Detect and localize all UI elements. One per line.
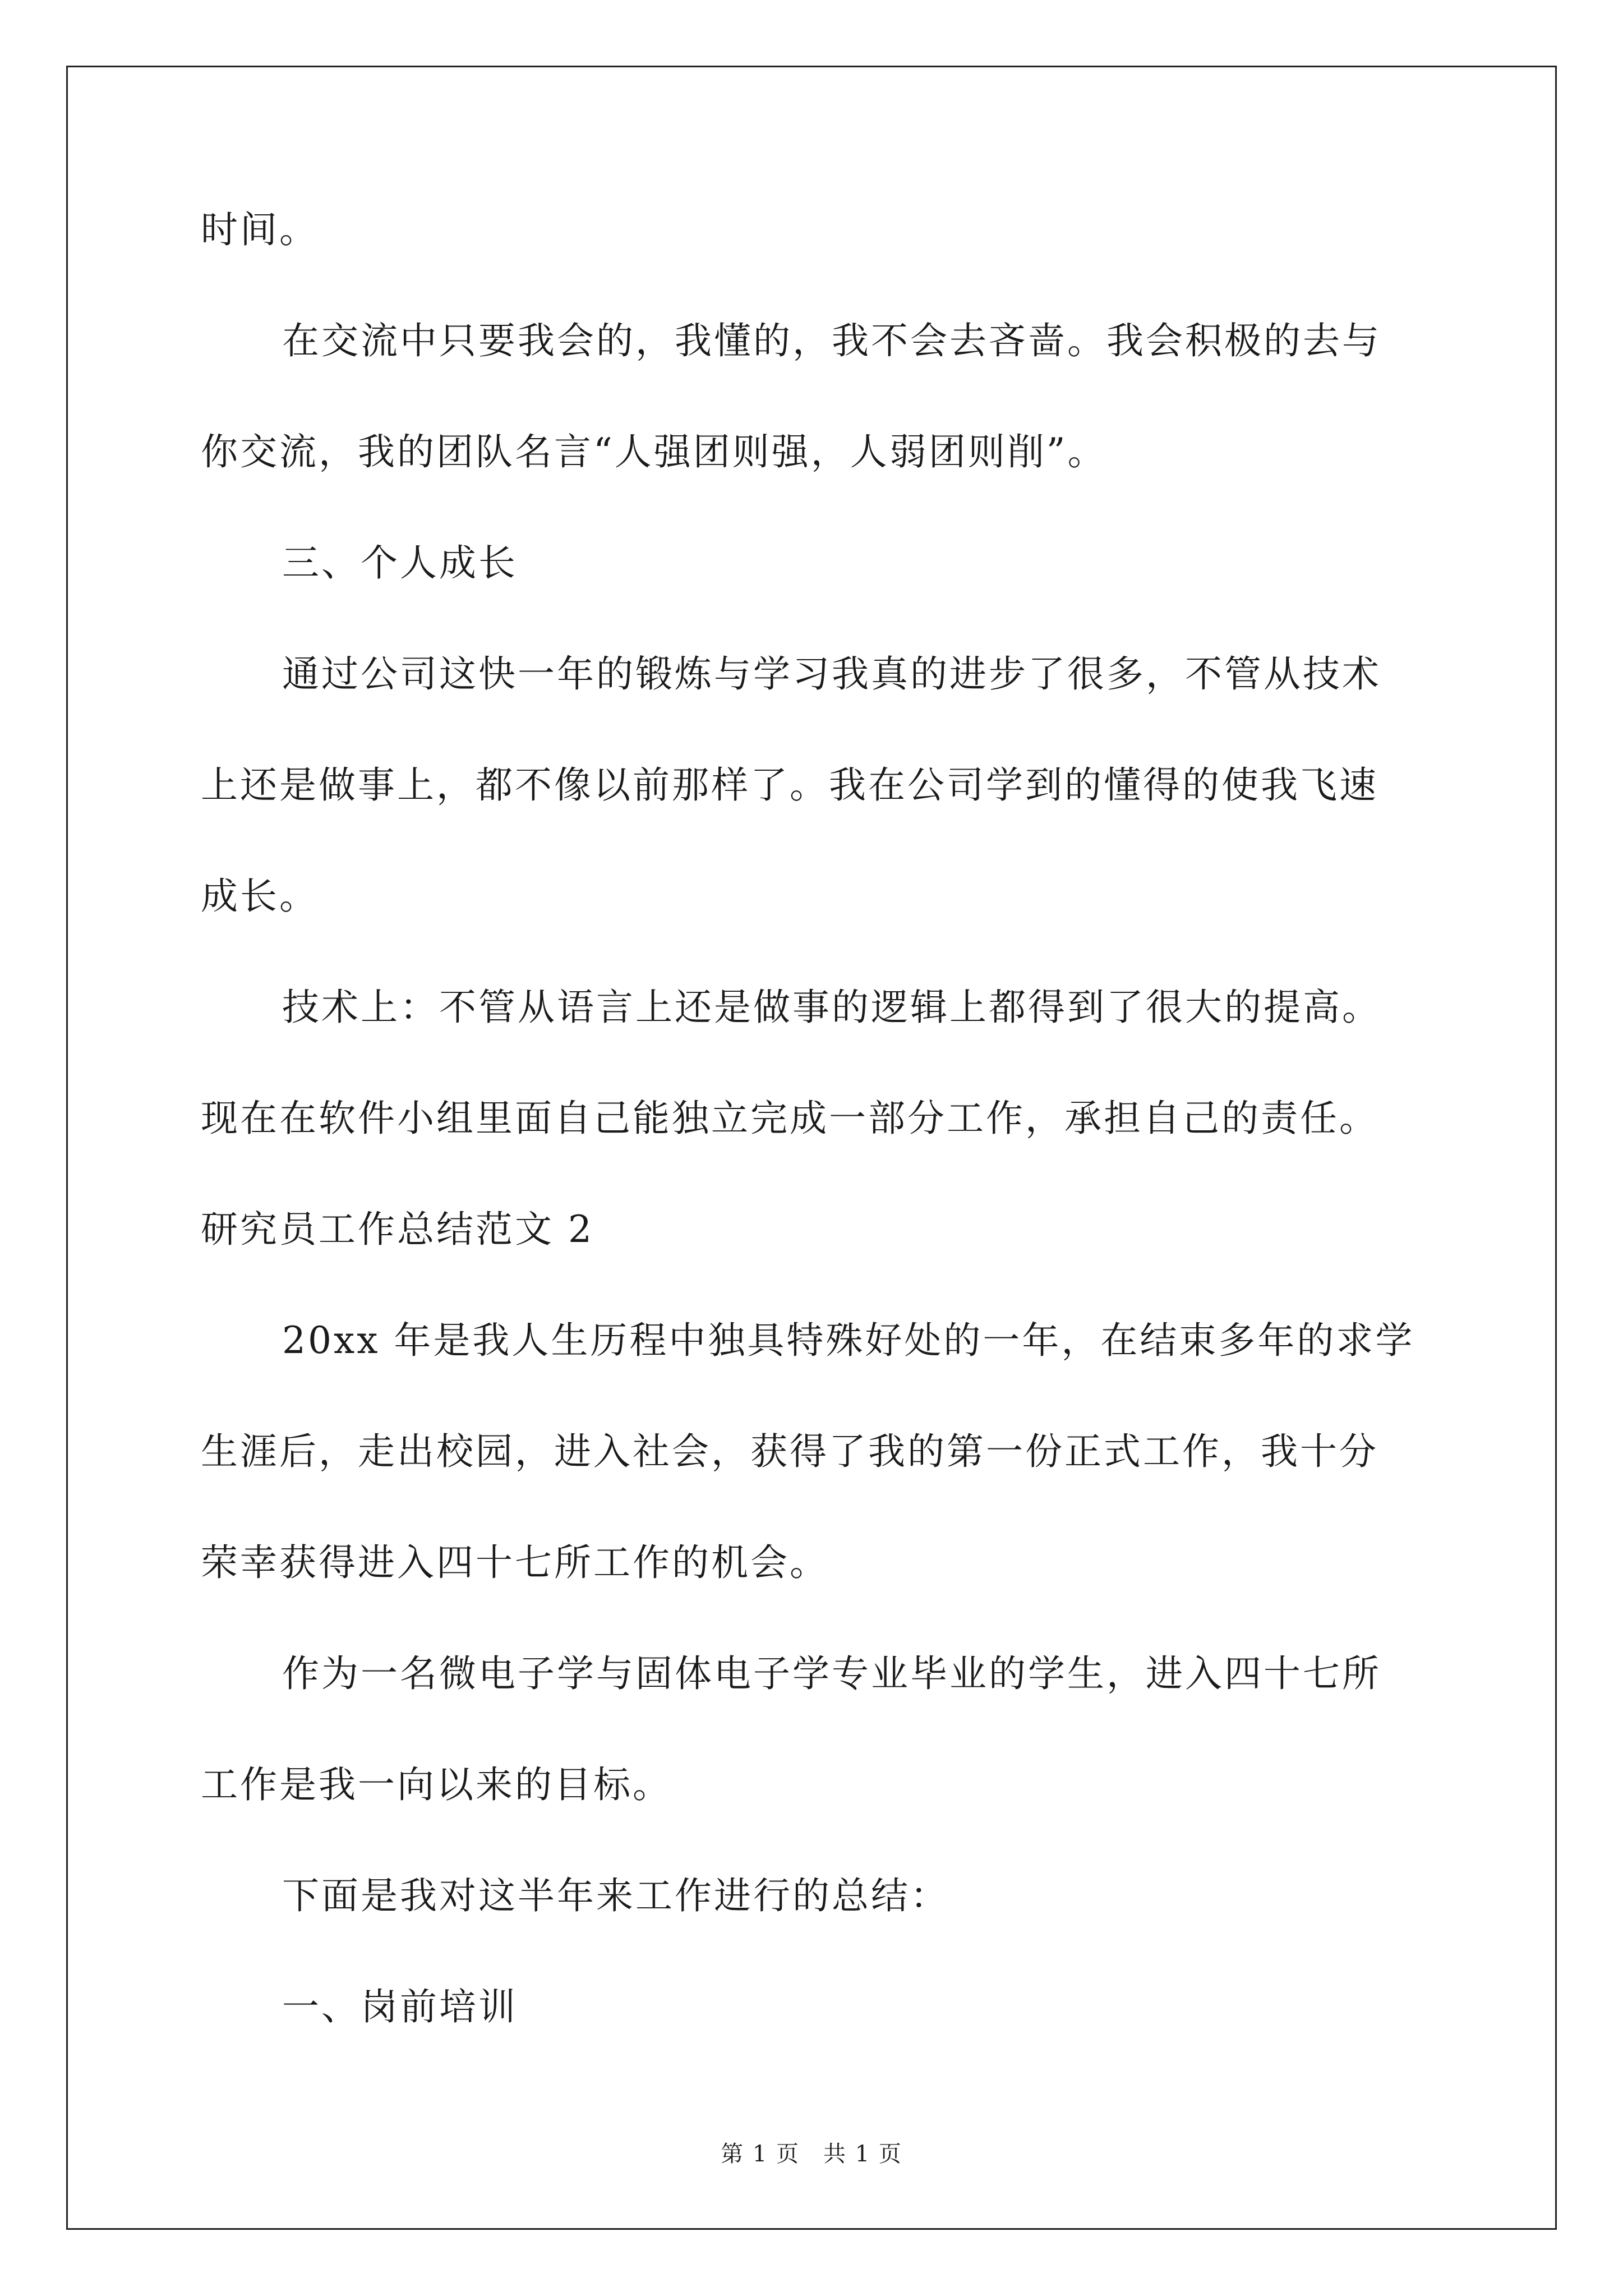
paragraph-line: 在交流中只要我会的，我懂的，我不会去吝啬。我会积极的去与 <box>282 319 1381 362</box>
section-heading: 一、岗前培训 <box>282 1985 518 2028</box>
article-title: 研究员工作总结范文 2 <box>201 1208 594 1251</box>
paragraph-line: 下面是我对这半年来工作进行的总结： <box>282 1874 949 1917</box>
paragraph-line: 作为一名微电子学与固体电子学专业毕业的学生，进入四十七所 <box>282 1652 1381 1695</box>
text-line: 你交流，我的团队名言“人强团则强，人弱团则削”。 <box>201 430 1107 473</box>
text-line: 成长。 <box>201 875 319 918</box>
text-line: 上还是做事上，都不像以前那样了。我在公司学到的懂得的使我飞速 <box>201 763 1378 807</box>
paragraph-line: 技术上：不管从语言上还是做事的逻辑上都得到了很大的提高。 <box>282 986 1381 1029</box>
text-line: 现在在软件小组里面自己能独立完成一部分工作，承担自己的责任。 <box>201 1097 1378 1140</box>
paragraph-line: 通过公司这快一年的锻炼与学习我真的进步了很多，不管从技术 <box>282 652 1381 696</box>
text-line: 工作是我一向以来的目标。 <box>201 1763 672 1806</box>
text-line: 生涯后，走出校园，进入社会，获得了我的第一份正式工作，我十分 <box>201 1430 1378 1473</box>
text-line: 荣幸获得进入四十七所工作的机会。 <box>201 1541 829 1584</box>
paragraph-line: 20xx 年是我人生历程中独具特殊好处的一年，在结束多年的求学 <box>282 1319 1415 1362</box>
page-number: 第 1 页 共 1 页 <box>721 2141 902 2167</box>
text-line: 时间。 <box>201 208 319 251</box>
section-heading: 三、个人成长 <box>282 541 518 585</box>
